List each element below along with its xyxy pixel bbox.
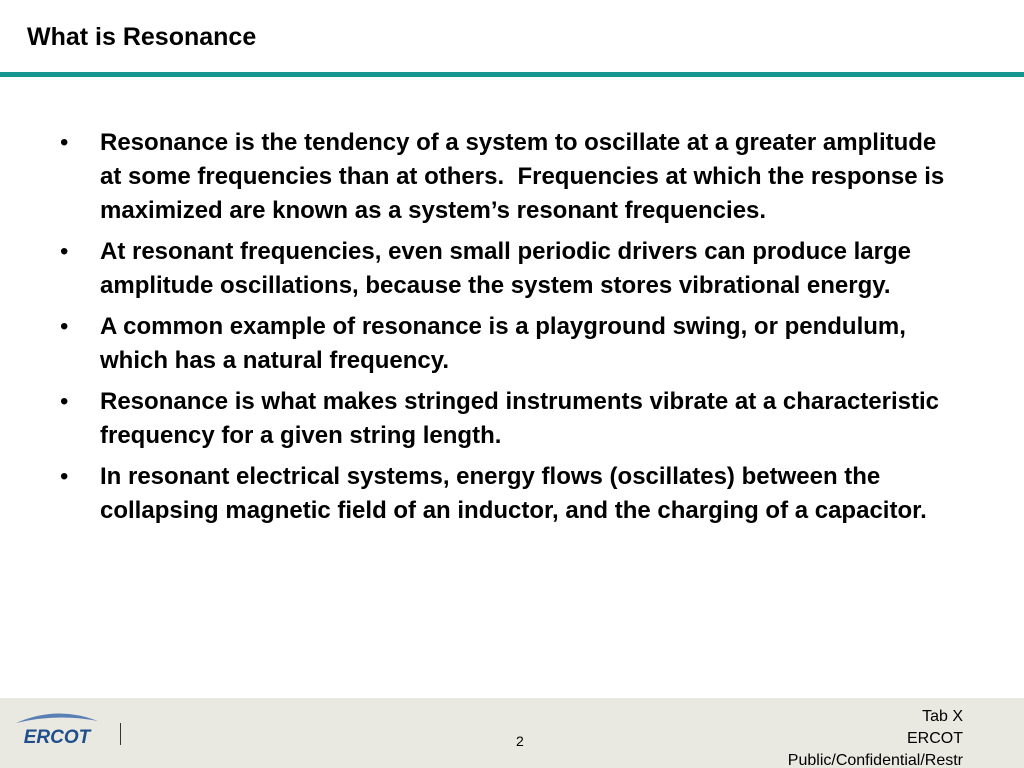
page-number: 2	[516, 733, 524, 749]
org-label: ERCOT	[907, 730, 963, 747]
classification-label: Public/Confidential/Restr	[787, 752, 963, 768]
bullet-dot: •	[60, 238, 69, 265]
footer-divider	[120, 723, 121, 745]
bullet-text: Resonance is the tendency of a system to oscillate at a greater amplitude at some frequencies than at others. Frequencies at which the response is maximized are known as a system’s resonant frequencies.	[100, 129, 945, 224]
slide-title: What is Resonance	[27, 23, 257, 51]
bullet-dot: •	[60, 463, 69, 490]
bullet-text: In resonant electrical systems, energy flows (oscillates) between the collapsing magnetic field of an inductor, and the charging of a capacitor.	[100, 463, 927, 524]
bullet-dot: •	[60, 129, 69, 156]
footer-labels	[700, 706, 963, 768]
bullet-text: Resonance is what makes stringed instruments vibrate at a characteristic frequency for a given string length.	[100, 388, 939, 449]
bullet-item	[60, 385, 960, 453]
logo-swoosh	[16, 713, 98, 723]
bullet-text: A common example of resonance is a playground swing, or pendulum, which has a natural frequency.	[100, 313, 906, 374]
bullet-dot: •	[60, 388, 69, 415]
footer	[0, 698, 1024, 768]
ercot-logo-icon	[12, 707, 102, 751]
bullet-item	[60, 126, 960, 228]
tab-label: Tab X	[922, 708, 963, 725]
bullet-item	[60, 235, 960, 303]
logo-text: ERCOT	[23, 727, 91, 748]
title-rule	[0, 72, 1024, 77]
bullet-item	[60, 460, 960, 528]
bullet-item	[60, 310, 960, 378]
bullet-text: At resonant frequencies, even small periodic drivers can produce large amplitude oscillations, because the system stores vibrational energy.	[100, 238, 911, 299]
bullet-dot: •	[60, 313, 69, 340]
bullet-list	[60, 126, 960, 535]
